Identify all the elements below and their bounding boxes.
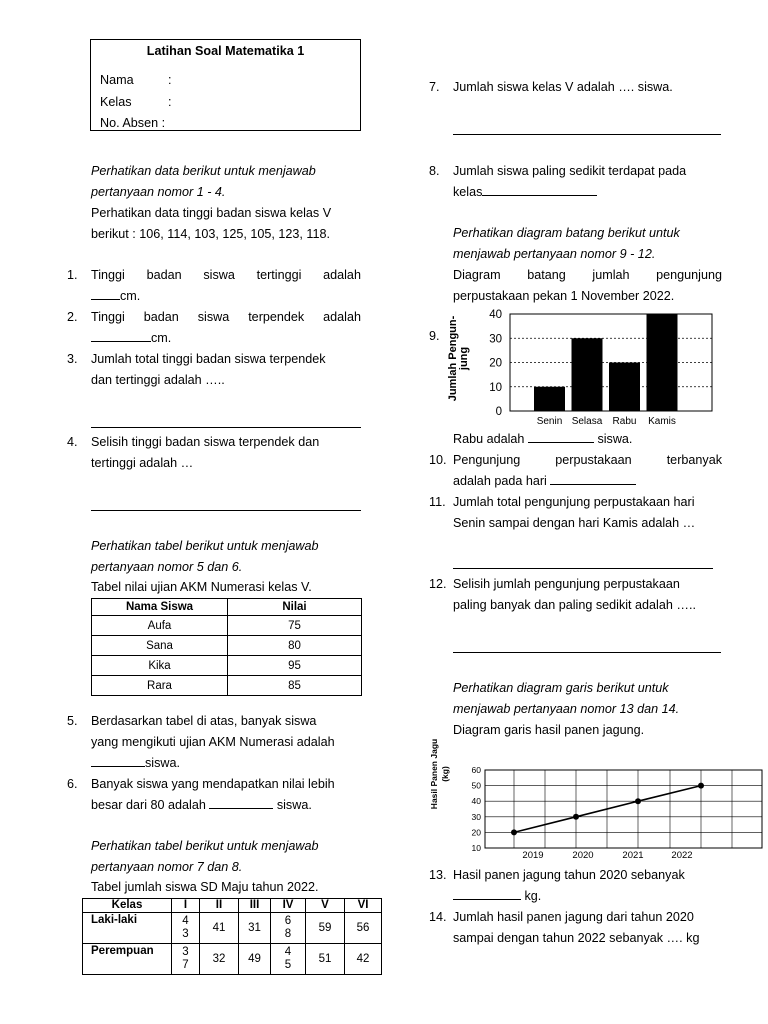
x-tick-label: 2020 <box>572 850 594 861</box>
table2-caption: Tabel jumlah siswa SD Maju tahun 2022. <box>91 880 319 894</box>
x-tick-label: Selasa <box>571 416 603 427</box>
q6-line2 <box>91 795 312 816</box>
q1-word: tertinggi <box>256 268 302 282</box>
q13-line1: Hasil panen jagung tahun 2020 sebanyak <box>453 868 685 882</box>
y-axis-label: (kg) <box>440 766 450 782</box>
y-tick-label: 40 <box>471 796 481 807</box>
q13-unit: kg. <box>524 889 542 903</box>
x-tick-label: Senin <box>536 416 563 427</box>
bar-desc-line2: perpustakaan pekan 1 November 2022. <box>453 289 675 303</box>
y-tick-label: 10 <box>471 843 481 853</box>
q4-number: 4. <box>67 435 78 449</box>
intro-4-line-a: Perhatikan diagram batang berikut untuk <box>453 226 680 240</box>
table-cell: 3 7 <box>172 944 200 975</box>
intro-1-text-a: Perhatikan data berikut untuk menjawab <box>91 164 316 178</box>
q1-word: adalah <box>323 268 361 282</box>
table-row <box>92 616 362 636</box>
table-cell: 51 <box>306 944 345 975</box>
q8-line2 <box>453 182 597 203</box>
table-cell: 6 8 <box>271 913 306 944</box>
table2-header: Kelas <box>83 899 172 913</box>
table-cell: 49 <box>239 944 271 975</box>
q1-number: 1. <box>67 268 78 282</box>
q14-line1: Jumlah hasil panen jagung dari tahun 2020 <box>453 910 694 924</box>
bar-rabu <box>609 363 640 412</box>
q12-line2: paling banyak dan paling sedikit adalah ….. <box>453 598 696 612</box>
q7-answer-line[interactable] <box>453 134 721 135</box>
q14-number: 14. <box>429 910 447 924</box>
q12-number: 12. <box>429 577 447 591</box>
data-point-2022 <box>698 783 704 789</box>
q3-number: 3. <box>67 352 78 366</box>
q6-text-a: besar dari 80 adalah <box>91 798 206 812</box>
table2-header: I <box>172 899 200 913</box>
q14-line2: sampai dengan tahun 2022 sebanyak …. kg <box>453 931 700 945</box>
y-axis-label: Hasil Panen Jagu <box>429 738 439 810</box>
q1-answer-blank[interactable] <box>91 287 120 300</box>
y-tick-label: 20 <box>489 357 502 370</box>
q4-answer-line[interactable] <box>91 510 361 511</box>
table-cell: 75 <box>228 616 362 636</box>
q3-line1: Jumlah total tinggi badan siswa terpendek <box>91 352 326 366</box>
y-tick-label: 20 <box>471 827 481 838</box>
harvest-line-chart <box>425 738 765 864</box>
table-cell: 41 <box>200 913 239 944</box>
y-axis-label: jung <box>458 346 470 371</box>
q5-answer-blank[interactable] <box>91 754 145 767</box>
q2-word: terpendek <box>248 310 305 324</box>
data-point-2020 <box>573 814 579 820</box>
header-box <box>90 39 361 131</box>
q8-answer-blank[interactable] <box>482 183 597 196</box>
q8-text: kelas <box>453 185 483 199</box>
q5-line3 <box>91 753 180 774</box>
y-tick-label: 30 <box>471 811 481 822</box>
table2-header: V <box>306 899 345 913</box>
plot-frame <box>485 770 762 848</box>
q10-text: adalah pada hari <box>453 474 547 488</box>
q11-answer-line[interactable] <box>453 568 713 569</box>
table-cell: Laki-laki <box>83 913 172 944</box>
q12-answer-line[interactable] <box>453 652 721 653</box>
bar-desc-line1 <box>453 265 722 286</box>
table-cell: 4 5 <box>271 944 306 975</box>
data-point-2021 <box>635 798 641 804</box>
q2-word: badan <box>143 310 179 324</box>
q1-line2 <box>91 286 140 307</box>
q6-number: 6. <box>67 777 78 791</box>
intro-1-text-b: pertanyaan nomor 1 - 4. <box>91 185 226 199</box>
table2-header: VI <box>345 899 382 913</box>
table1-caption: Tabel nilai ujian AKM Numerasi kelas V. <box>91 580 312 594</box>
q5-number: 5. <box>67 714 78 728</box>
q9-text-b: siswa. <box>597 432 633 446</box>
table-cell: Rara <box>92 676 228 696</box>
intro-2-line-b: pertanyaan nomor 5 dan 6. <box>91 560 243 574</box>
name-colon: : <box>168 73 172 87</box>
q9-answer-blank[interactable] <box>528 430 594 443</box>
q10-line1 <box>453 450 722 471</box>
q13-number: 13. <box>429 868 447 882</box>
table1-header: Nama Siswa <box>92 599 228 616</box>
q8-line1: Jumlah siswa paling sedikit terdapat pada <box>453 164 687 178</box>
y-tick-label: 0 <box>495 406 502 418</box>
intro-1-line <box>91 161 361 182</box>
table-cell: Sana <box>92 636 228 656</box>
q11-number: 11. <box>429 495 446 509</box>
q13-answer-blank[interactable] <box>453 887 521 900</box>
table-row <box>92 676 362 696</box>
table-cell: 56 <box>345 913 382 944</box>
y-tick-label: 50 <box>471 780 481 791</box>
table-row <box>83 944 382 975</box>
q2-number: 2. <box>67 310 78 324</box>
table-cell: 32 <box>200 944 239 975</box>
q2-word: adalah <box>323 310 361 324</box>
line-chart-ylabel <box>429 739 450 809</box>
name-label: Nama <box>100 73 134 87</box>
intro-1-line-a <box>91 161 361 182</box>
intro-5-line-a: Perhatikan diagram garis berikut untuk <box>453 681 669 695</box>
q10-answer-blank[interactable] <box>550 472 636 485</box>
q9-number: 9. <box>429 329 440 343</box>
x-tick-label: 2019 <box>522 850 544 861</box>
x-tick-label: 2021 <box>622 850 644 861</box>
q4-line1: Selisih tinggi badan siswa terpendek dan <box>91 435 320 449</box>
q6-answer-blank[interactable] <box>209 796 273 809</box>
table-cell: 85 <box>228 676 362 696</box>
bar-senin <box>534 387 565 411</box>
q1-word: badan <box>146 268 182 282</box>
worksheet-title: Latihan Soal Matematika 1 <box>146 44 305 58</box>
q10-word: terbanyak <box>666 453 722 467</box>
table-row <box>83 913 382 944</box>
line-chart-desc: Diagram garis hasil panen jagung. <box>453 723 645 737</box>
table-row <box>92 656 362 676</box>
table-cell: 80 <box>228 636 362 656</box>
x-tick-label: Kamis <box>648 416 676 427</box>
table-cell: Kika <box>92 656 228 676</box>
q6-text-b: siswa. <box>276 798 312 812</box>
data-desc-2: berikut : 106, 114, 103, 125, 105, 123, 118. <box>91 227 330 241</box>
y-tick-label: 30 <box>489 333 502 346</box>
q2-word: siswa <box>197 310 230 324</box>
q2-unit: cm. <box>151 331 172 345</box>
intro-5-line-b: menjawab pertanyaan nomor 13 dan 14. <box>453 702 680 716</box>
q11-line2: Senin sampai dengan hari Kamis adalah … <box>453 516 696 530</box>
q10-line2 <box>453 471 636 492</box>
table-cell: Perempuan <box>83 944 172 975</box>
q3-answer-line[interactable] <box>91 427 361 428</box>
visitor-bar-chart <box>440 306 725 431</box>
class-colon: : <box>168 95 172 109</box>
class-label: Kelas <box>100 95 132 109</box>
q6-line1: Banyak siswa yang mendapatkan nilai lebih <box>91 777 335 791</box>
q2-line2 <box>91 328 171 349</box>
q1-word: Tinggi <box>91 268 125 282</box>
q1-line1 <box>91 265 361 286</box>
q8-number: 8. <box>429 164 440 178</box>
q9-line <box>453 429 632 450</box>
table-cell: 95 <box>228 656 362 676</box>
intro-3-line-a: Perhatikan tabel berikut untuk menjawab <box>91 839 319 853</box>
q5-line2: yang mengikuti ujian AKM Numerasi adalah <box>91 735 335 749</box>
intro-2-line-a: Perhatikan tabel berikut untuk menjawab <box>91 539 319 553</box>
q10-word: Pengunjung <box>453 453 521 467</box>
q13-line2 <box>453 886 541 907</box>
q1-word: siswa <box>203 268 235 282</box>
q5-unit: siswa. <box>145 756 180 770</box>
q5-line1: Berdasarkan tabel di atas, banyak siswa <box>91 714 317 728</box>
y-tick-label: 40 <box>489 309 502 321</box>
bar-desc-word: jumlah <box>592 268 630 282</box>
table2-header: II <box>200 899 239 913</box>
student-count-table <box>82 898 382 975</box>
bar-selasa <box>572 338 603 411</box>
q4-line2: tertinggi adalah … <box>91 456 194 470</box>
bar-desc-word: batang <box>527 268 566 282</box>
y-tick-label: 10 <box>489 381 502 394</box>
q7-text: Jumlah siswa kelas V adalah …. siswa. <box>453 80 673 94</box>
q10-word: perpustakaan <box>555 453 632 467</box>
y-tick-label: 60 <box>471 765 481 775</box>
q10-number: 10. <box>429 453 447 467</box>
table-cell: 42 <box>345 944 382 975</box>
table-row <box>92 636 362 656</box>
q12-line1: Selisih jumlah pengunjung perpustakaan <box>453 577 680 591</box>
table-cell: 31 <box>239 913 271 944</box>
table2-header: III <box>239 899 271 913</box>
bar-chart-ylabel <box>447 315 470 401</box>
bar-desc-word: Diagram <box>453 268 501 282</box>
q11-line1: Jumlah total pengunjung perpustakaan hari <box>453 495 695 509</box>
q1-unit: cm. <box>120 289 141 303</box>
intro-4-line-b: menjawab pertanyaan nomor 9 - 12. <box>453 247 656 261</box>
series-line <box>514 786 701 833</box>
table-cell: 59 <box>306 913 345 944</box>
y-axis-label: Jumlah Pengun- <box>447 315 459 402</box>
q7-number: 7. <box>429 80 440 94</box>
bar-desc-word: pengunjung <box>656 268 722 282</box>
absence-label: No. Absen : <box>100 116 166 130</box>
table1-header: Nilai <box>228 599 362 616</box>
data-point-2019 <box>511 829 517 835</box>
table-cell: Aufa <box>92 616 228 636</box>
q3-line2: dan tertinggi adalah ….. <box>91 373 225 387</box>
data-desc-1: Perhatikan data tinggi badan siswa kelas V <box>91 206 332 220</box>
score-table <box>91 598 362 696</box>
x-tick-label: Rabu <box>612 416 637 427</box>
q2-answer-blank[interactable] <box>91 329 151 342</box>
intro-3-line-b: pertanyaan nomor 7 dan 8. <box>91 860 243 874</box>
bar-kamis <box>647 314 678 411</box>
q2-line1 <box>91 307 361 328</box>
q9-text-a: Rabu adalah <box>453 432 525 446</box>
x-tick-label: 2022 <box>671 850 693 861</box>
q2-word: Tinggi <box>91 310 125 324</box>
table2-header: IV <box>271 899 306 913</box>
table-cell: 4 3 <box>172 913 200 944</box>
